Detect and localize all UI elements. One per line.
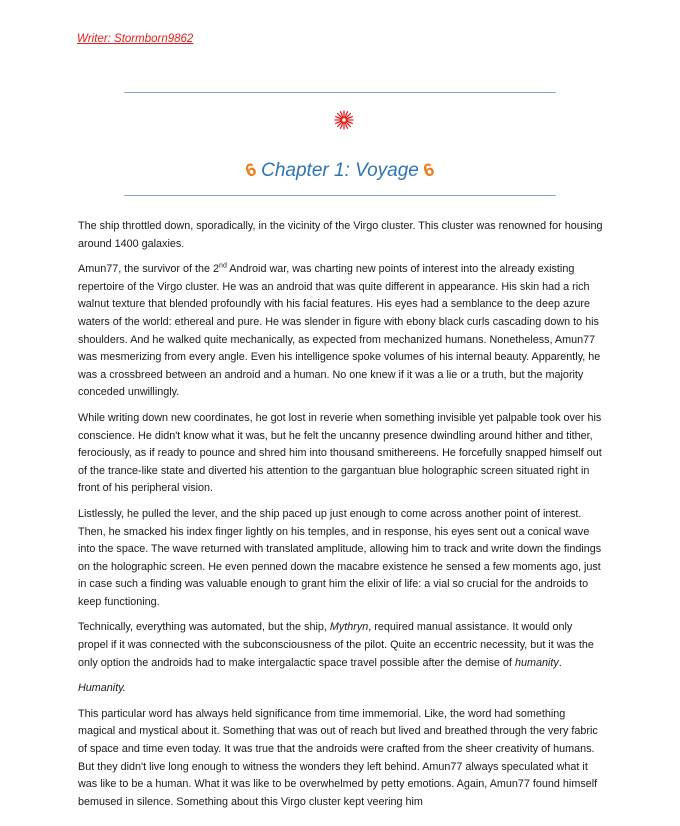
chapter-title	[0, 160, 680, 182]
ship-name: Mythryn	[329, 621, 369, 634]
text-run: Android war, was charting new points of interest into the already existing repertoire of the Virgo cluster. He was an android that was quite different in appearance. His skin had a rich walnut texture that blended profoundly with his facial features. His eyes had a semblance to the deep azure waters of the world: ethereal and pure. He was slender in figure with ebony black curls cascading down to his shoulders. And he walked quite mechanically, as expected from mechanized humans. Nonetheless, Amun77 was mesmerizing from every angle. Even his intelligence spoke volumes of his internal beauty. Apparently, he was a crossbreed between an android and a human. No one knew if it was a lie or a truth, but the majority conceded unwillingly.	[78, 263, 601, 399]
text-run: Amun77, the survivor of the 2	[78, 263, 220, 276]
superscript: nd	[219, 262, 227, 270]
header-rule-top	[124, 92, 556, 93]
writer-credit: Writer: Stormborn9862	[77, 33, 194, 45]
text-run: .	[558, 656, 562, 669]
paragraph: This particular word has always held significance from time immemorial. Like, the word had something magical and mystical about it. Something that was out of reach but lived and breathed through the very fabric of space and time even today. It was true that the androids were crafted from the sheer creativity of humans. But they didn't live long enough to witness the wonders they left behind. Amun77 always speculated what it was like to be a human. What it was like to be overwhelmed by petty emotions. Again, Amun77 found himself bemused in silence. Something about this Virgo cluster kept veering him	[78, 707, 598, 808]
text-run: , required manual assistance. It would only propel if it was connected with the subconsciousness of the pilot. Quite an eccentric necessity, but it was the only option the androids had to make intergalactic space travel possible after the demise of	[78, 621, 594, 669]
paragraph	[78, 261, 604, 402]
star-ornament-icon	[334, 110, 354, 130]
leaf-ornament-icon: 6	[242, 158, 259, 182]
chapter-body	[78, 218, 604, 819]
paragraph: Listlessly, he pulled the lever, and the ship paced up just enough to come across another point of interest. Then, he smacked his index finger lightly on his temples, and in response, his eyes sent out a conical wave into the space. The wave returned with translated amplitude, allowing him to track and write down the findings on the holographic screen. He even penned down the macabre existence he sensed a few moments ago, just in case such a finding was valuable enough to grant him the elixir of life: a vial so crucial for the androids to keep functioning.	[78, 507, 602, 608]
paragraph: Humanity.	[78, 682, 126, 695]
leaf-ornament-icon: 6	[420, 158, 438, 182]
chapter-title-text: Chapter 1: Voyage	[261, 160, 419, 181]
paragraph: While writing down new coordinates, he got lost in reverie when something invisible yet palpable took over his conscience. He didn't know what it was, but he felt the uncanny presence dwindling around hither and tither, ferociously, as if ready to pounce and shred him into thousand smithereens. He forcefully snapped himself out of the trance-like state and diverted his attention to the gargantuan blue holographic screen situated right in front of his peripheral vision.	[78, 411, 602, 495]
header-rule-bottom	[124, 195, 556, 196]
text-run: Technically, everything was automated, but the ship,	[78, 621, 330, 634]
emphasis: humanity	[514, 656, 559, 669]
paragraph	[78, 619, 604, 672]
paragraph: The ship throttled down, sporadically, in the vicinity of the Virgo cluster. This cluster was renowned for housing around 1400 galaxies.	[78, 220, 603, 250]
